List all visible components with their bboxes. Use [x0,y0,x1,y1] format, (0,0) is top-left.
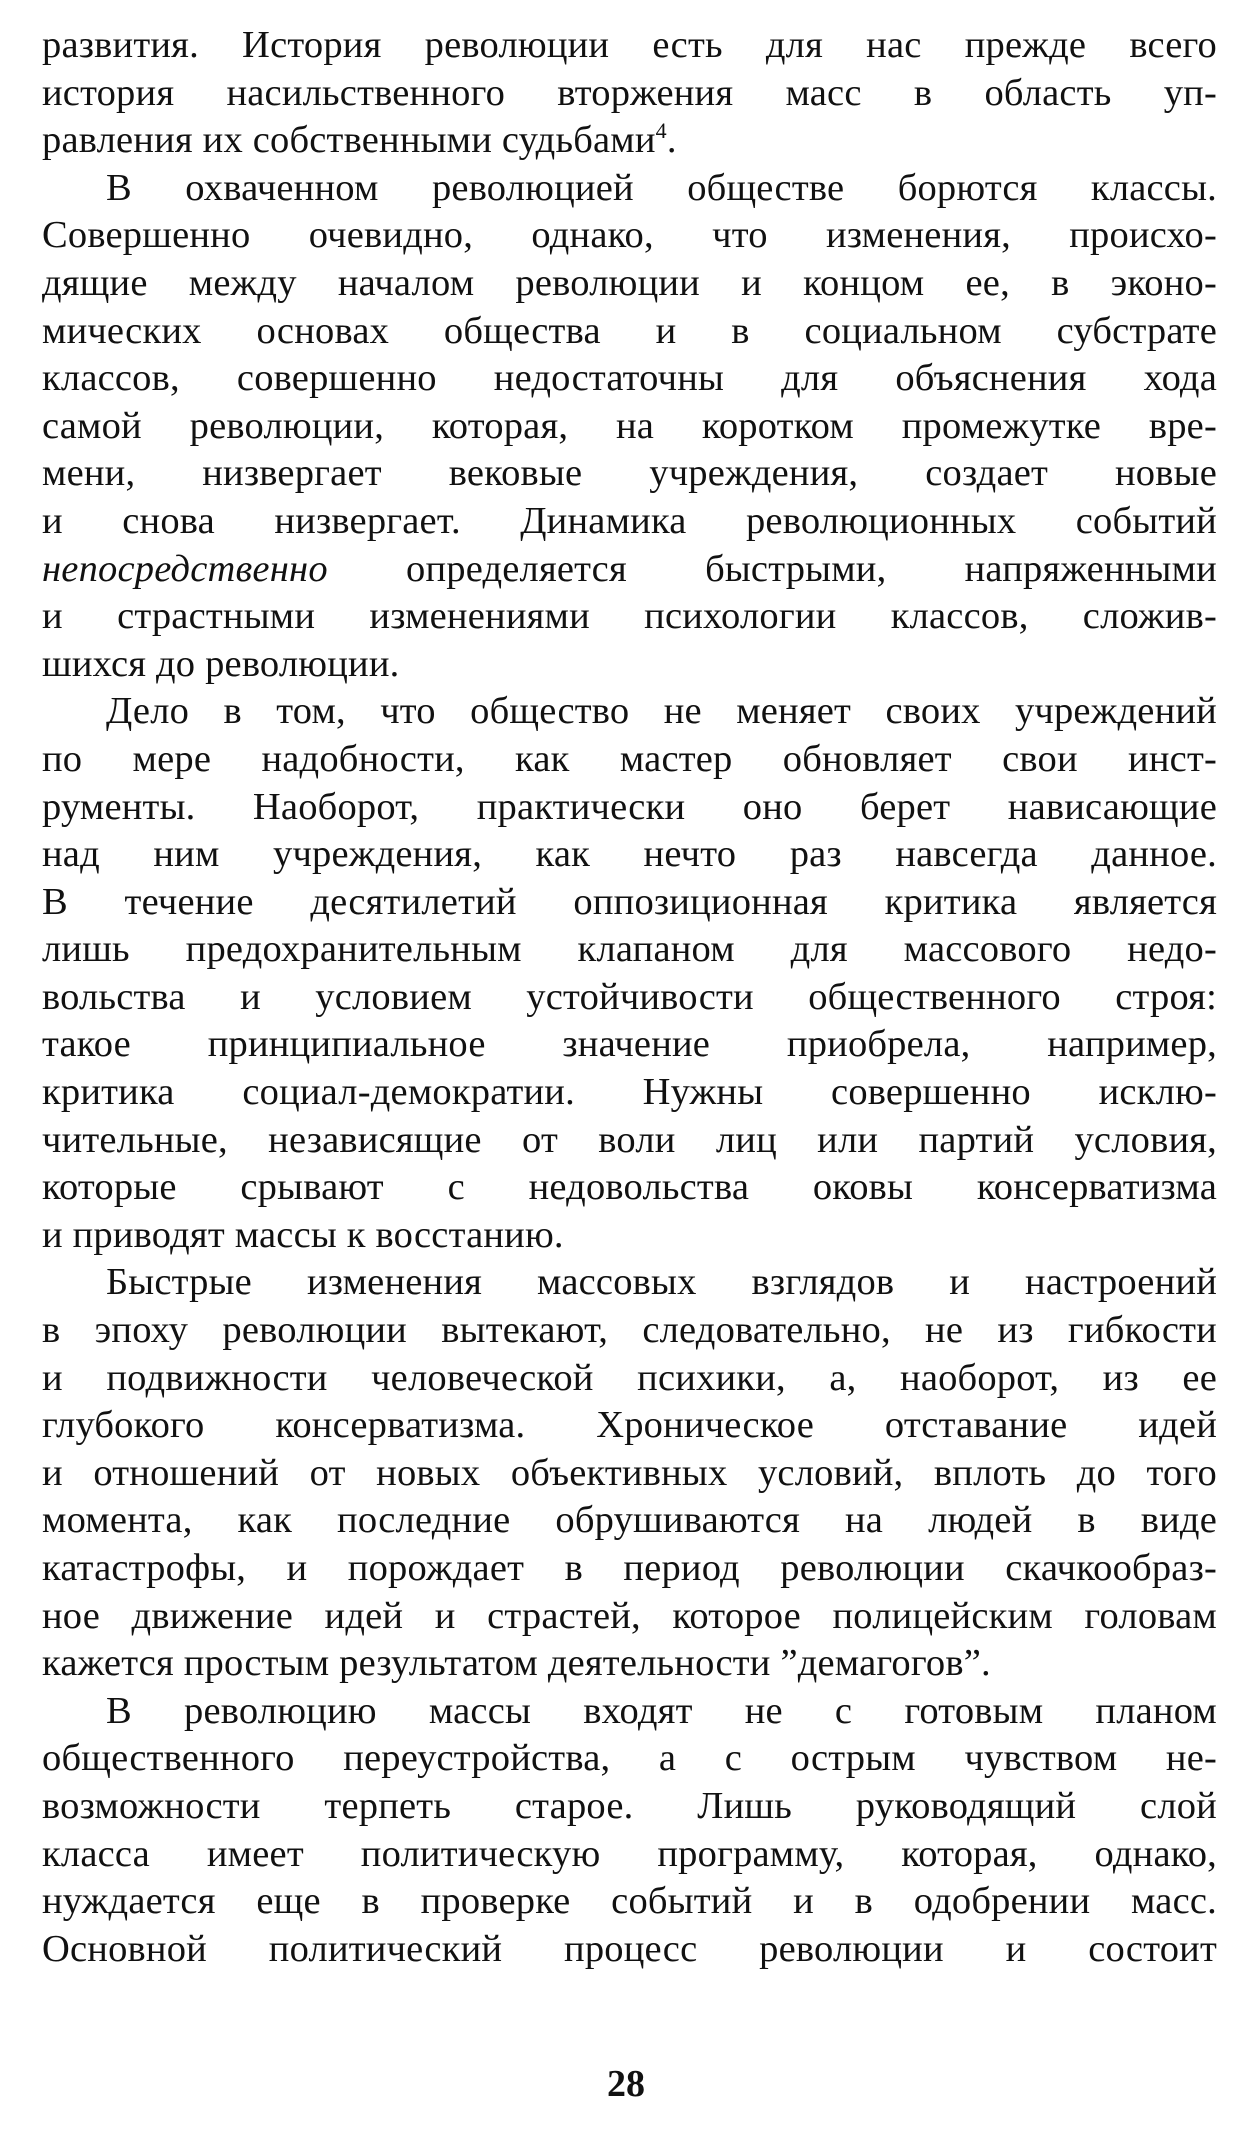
text-line [42,403,1217,451]
text-run: В революцию массы входят не с готовым планом [106,1689,1217,1732]
text-run: самой революции, которая, на коротком промежутке вре- [42,404,1217,447]
text-line [42,1545,1217,1593]
page-number: 28 [607,2063,645,2105]
text-run: шихся до революции. [42,642,400,685]
text-run: ное движение идей и страстей, которое полицейским головам [42,1594,1217,1637]
text-line [42,1497,1217,1545]
paragraph [42,22,1217,165]
footnote-ref: 4 [655,118,667,144]
text-run: равления их собственными судьбами [42,119,656,162]
text-line [42,1307,1217,1355]
text-run: Дело в том, что общество не меняет своих учреждений [106,690,1217,733]
text-run: . [666,119,677,162]
text-run: чительные, независящие от воли лиц или партий условия, [42,1118,1217,1161]
text-line [42,1831,1217,1879]
text-run: Совершенно очевидно, однако, что изменения, происхо- [42,214,1217,257]
text-line [42,117,1217,165]
text-run: момента, как последние обрушиваются на людей в виде [42,1499,1217,1542]
text-line [42,1164,1217,1212]
text-run: катастрофы, и порождает в период революции скачкообраз- [42,1547,1217,1589]
paragraph [42,165,1217,689]
text-run: определяется быстрыми, напряженными [327,547,1217,590]
text-run: лишь предохранительным клапаном для массового недо- [42,928,1217,971]
text-run: и отношений от новых объективных условий, вплоть до того [42,1451,1217,1494]
text-run: и приводят массы к восстанию. [42,1213,564,1256]
text-line [42,784,1217,832]
text-run: над ним учреждения, как нечто раз навсегда данное. [42,833,1217,876]
text-run: В охваченном революцией обществе борются классы. [106,166,1217,209]
text-line [42,1450,1217,1498]
text-line [42,546,1217,594]
text-line [42,1212,1217,1260]
text-line [42,1735,1217,1783]
text-run: по мере надобности, как мастер обновляет свои инст- [42,737,1217,780]
text-line [42,926,1217,974]
text-line [42,974,1217,1022]
emphasis: непосредственно [42,547,328,590]
text-line [42,1688,1217,1736]
text-line [42,450,1217,498]
text-line [42,688,1217,736]
text-line [42,1783,1217,1831]
text-line [42,1259,1217,1307]
text-run: которые срывают с недовольства оковы консерватизма [42,1166,1217,1209]
text-line [42,641,1217,689]
text-line [42,1021,1217,1069]
text-run: и страстными изменениями психологии классов, сложив- [42,595,1217,638]
paragraph [42,1259,1217,1687]
text-run: рументы. Наоборот, практически оно берет нависающие [42,785,1217,828]
text-line [42,498,1217,546]
text-run: возможности терпеть старое. Лишь руководящий слой [42,1784,1217,1827]
text-run: в эпоху революции вытекают, следовательно, не из гибкости [42,1309,1217,1352]
text-run: развития. История революции есть для нас прежде всего [42,24,1217,66]
text-run: общественного переустройства, а с острым чувством не- [42,1737,1217,1780]
text-run: глубокого консерватизма. Хроническое отставание идей [42,1404,1217,1447]
text-run: нуждается еще в проверке событий и в одобрении масс. [42,1880,1217,1923]
text-line [42,1640,1217,1688]
text-run: В течение десятилетий оппозиционная критика является [42,880,1217,923]
text-run: и подвижности человеческой психики, а, наоборот, из ее [42,1356,1217,1399]
text-run: такое принципиальное значение приобрела, например, [42,1023,1217,1066]
page-body [42,22,1217,1973]
text-run: мических основах общества и в социальном субстрате [42,309,1217,352]
text-line [42,22,1217,70]
text-run: Основной политический процесс революции и состоит [42,1927,1217,1970]
text-line [42,1926,1217,1974]
text-line [42,1117,1217,1165]
text-line [42,736,1217,784]
text-run: и снова низвергает. Динамика революционных событий [42,499,1217,542]
text-line [42,1069,1217,1117]
text-line [42,1402,1217,1450]
text-line [42,212,1217,260]
text-line [42,879,1217,927]
text-line [42,165,1217,213]
text-line [42,260,1217,308]
text-run: вольства и условием устойчивости общественного строя: [42,975,1217,1018]
text-line [42,308,1217,356]
text-line [42,1878,1217,1926]
text-run: класса имеет политическую программу, которая, однако, [42,1832,1217,1875]
text-run: мени, низвергает вековые учреждения, создает новые [42,452,1217,495]
text-line [42,1593,1217,1641]
text-run: Быстрые изменения массовых взглядов и настроений [106,1261,1217,1304]
text-line [42,593,1217,641]
text-run: классов, совершенно недостаточны для объяснения хода [42,357,1217,400]
paragraph [42,688,1217,1259]
text-line [42,831,1217,879]
text-line [42,1355,1217,1403]
text-run: дящие между началом революции и концом ее, в эконо- [42,261,1217,304]
text-run: история насильственного вторжения масс в область уп- [42,71,1217,114]
text-line [42,70,1217,118]
text-run: критика социал-демократии. Нужны совершенно исклю- [42,1071,1217,1114]
text-line [42,355,1217,403]
text-run: кажется простым результатом деятельности ”демагогов”. [42,1642,991,1685]
paragraph [42,1688,1217,1974]
